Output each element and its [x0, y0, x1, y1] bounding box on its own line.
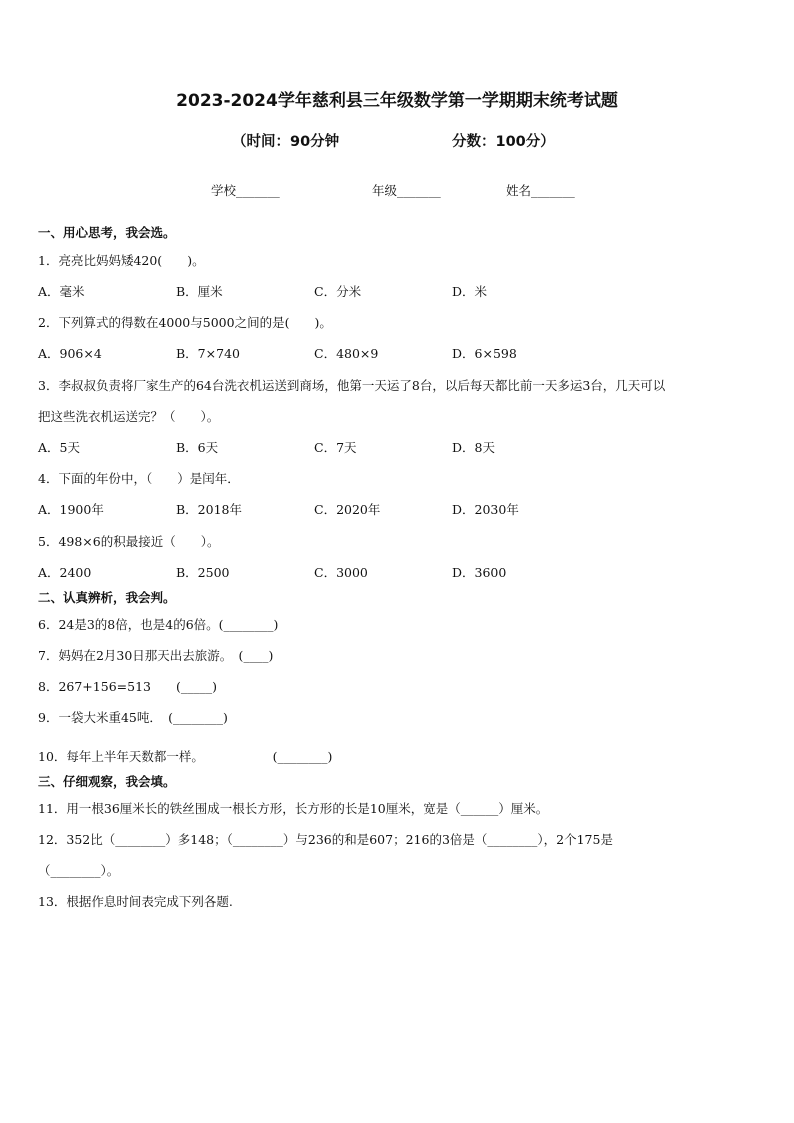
question-4: 4．下面的年份中，（ ）是闰年． — [38, 471, 240, 486]
exam-time: （时间：90分钟 — [232, 134, 340, 150]
q1-option-c: C．分米 — [314, 284, 362, 299]
q4-option-b: B．2018年 — [176, 502, 242, 517]
q5-option-c: C．3000 — [314, 565, 368, 580]
question-1: 1．亮亮比妈妈矮420( )。 — [38, 253, 205, 268]
q2-option-b: B．7×740 — [176, 346, 240, 361]
question-6: 6．24是3的8倍，也是4的6倍。(________) — [38, 617, 279, 632]
q3-option-d: D．8天 — [452, 440, 495, 455]
exam-title: 2023-2024学年慈利县三年级数学第一学期期末统考试题 — [176, 91, 618, 111]
question-8: 8．267+156=513 (_____) — [38, 679, 217, 694]
q3-option-b: B．6天 — [176, 440, 219, 455]
q2-option-c: C．480×9 — [314, 346, 379, 361]
section-heading-fill: 三、仔细观察，我会填。 — [38, 774, 176, 789]
q5-option-d: D．3600 — [452, 565, 507, 580]
q2-option-a: A．906×4 — [38, 346, 102, 361]
q1-option-a: A．毫米 — [38, 284, 85, 299]
question-5: 5．498×6的积最接近（ ）。 — [38, 534, 220, 549]
q4-option-c: C．2020年 — [314, 502, 381, 517]
exam-score: 分数：100分） — [452, 134, 555, 150]
question-11: 11．用一根36厘米长的铁丝围成一根长方形，长方形的长是10厘米，宽是（______）厘米。 — [38, 801, 549, 816]
q1-option-b: B．厘米 — [176, 284, 223, 299]
q3-option-c: C．7天 — [314, 440, 357, 455]
question-3-line-2: 把这些洗衣机运送完？（ ）。 — [38, 409, 220, 424]
question-9: 9．一袋大米重45吨． (________) — [38, 710, 228, 725]
q5-option-b: B．2500 — [176, 565, 230, 580]
name-field: 姓名_______ — [506, 183, 575, 198]
q5-option-a: A．2400 — [38, 565, 92, 580]
school-field: 学校_______ — [211, 183, 280, 198]
question-10: 10．每年上半年天数都一样。 (________) — [38, 749, 333, 764]
question-12-line-2: （________）。 — [38, 863, 120, 878]
section-heading-judge: 二、认真辨析，我会判。 — [38, 590, 176, 605]
q4-option-d: D．2030年 — [452, 502, 519, 517]
q2-option-d: D．6×598 — [452, 346, 517, 361]
q4-option-a: A．1900年 — [38, 502, 104, 517]
question-13: 13．根据作息时间表完成下列各题. — [38, 894, 233, 909]
grade-field: 年级_______ — [372, 183, 441, 198]
q3-option-a: A．5天 — [38, 440, 80, 455]
question-3-line-1: 3．李叔叔负责将厂家生产的64台洗衣机运送到商场，他第一天运了8台，以后每天都比前一天多运3台，几天可以 — [38, 378, 666, 393]
question-7: 7．妈妈在2月30日那天出去旅游。 (____) — [38, 648, 274, 663]
q1-option-d: D．米 — [452, 284, 488, 299]
question-12-line-1: 12．352比（________）多148；（________）与236的和是607；216的3倍是（________），2个175是 — [38, 832, 613, 847]
section-heading-choice: 一、用心思考，我会选。 — [38, 225, 176, 240]
question-2: 2．下列算式的得数在4000与5000之间的是( )。 — [38, 315, 332, 330]
